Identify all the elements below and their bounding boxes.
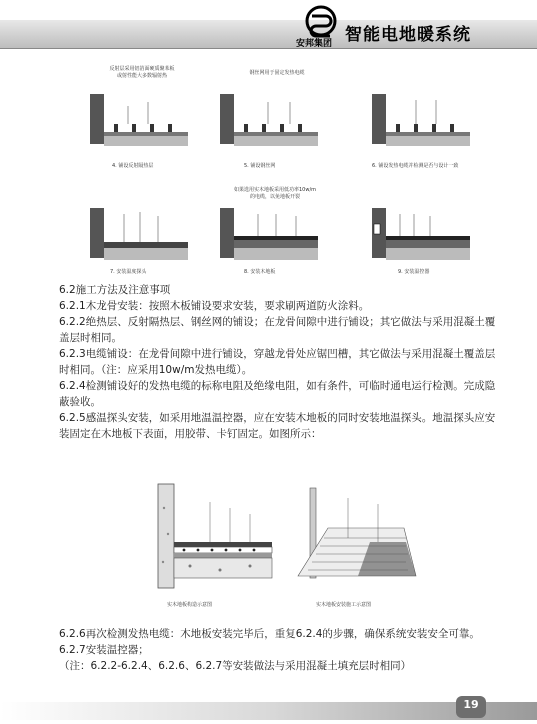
figure-caption-installation: 实木地板安装施工示意图 — [316, 602, 372, 608]
page-header — [0, 0, 537, 50]
text-line: 6.2.5感温探头安装，如采用地温温控器，应在安装木地板的同时安装地温探头。地温探头应安 — [59, 412, 496, 424]
diagram-wood-floor — [218, 206, 318, 266]
diagram-heating-cable — [370, 92, 470, 152]
diagram-temp-probe — [88, 206, 188, 266]
figure-caption-7: 7. 安装温度探头 — [110, 269, 147, 275]
page-number: 19 — [463, 698, 479, 711]
text-line: 6.2.2绝热层、反射隔热层、钢丝网的铺设；在龙骨间隙中进行铺设；其它做法与采用混凝土覆 — [59, 316, 496, 328]
text-line: 蔽验收。 — [59, 396, 101, 408]
figure-caption-6: 6. 铺设发热电缆并检测是否与设计一致 — [372, 163, 459, 169]
logo-text: 安邦集团 — [296, 39, 333, 49]
diagram-wood-floor-structure — [150, 478, 275, 593]
footer-band — [0, 688, 537, 724]
figure-caption-8: 8. 安装木地板 — [244, 269, 276, 275]
figure-note-2: 钢丝网用于固定发热电缆 — [249, 70, 305, 76]
figure-caption-5: 5. 铺设钢丝网 — [244, 163, 276, 169]
figure-note-3: 如果选用实木地板采用低功率10w/m 的电缆，以免地板开裂 — [233, 187, 316, 200]
text-line: 6.2.1木龙骨安装：按照木板铺设要求安装，要求刷两道防火涂料。 — [59, 300, 370, 312]
text-line: （注：6.2.2-6.2.4、6.2.6、6.2.7等安装做法与采用混凝土填充层时相同） — [59, 660, 412, 672]
diagram-wire-mesh — [218, 92, 318, 152]
section-heading: 6.2施工方法及注意事项 — [59, 284, 171, 296]
text-line: 时相同。（注：应采用10w/m发热电缆）。 — [59, 364, 253, 376]
figure-caption-4: 4. 铺设反射隔热层 — [112, 163, 154, 169]
figure-caption-structure: 实木地板构造示意图 — [167, 602, 213, 608]
text-line: 6.2.4检测铺设好的发热电缆的标称电阻及绝缘电阻，如有条件，可临时通电运行检测。完成隐 — [59, 380, 496, 392]
text-line: 6.2.6再次检测发热电缆：木地板安装完毕后，重复6.2.4的步骤，确保系统安装安全可靠。 — [59, 628, 480, 640]
diagram-thermostat — [370, 206, 470, 266]
text-line: 6.2.3电缆铺设：在龙骨间隙中进行铺设，穿越龙骨处应锯凹槽，其它做法与采用混凝土覆盖层 — [59, 348, 496, 360]
diagram-wood-floor-installation — [288, 478, 423, 593]
text-line: 装固定在木地板下表面，用胶带、卡钉固定。如图所示： — [59, 428, 322, 440]
figure-note-1: 反射层采用铝箔面硬质聚苯板 或射性能大多数辐射热 — [109, 66, 175, 79]
page-title: 智能电地暖系统 — [345, 25, 471, 45]
diagram-reflective-layer — [88, 92, 188, 152]
figure-caption-9: 9. 安装温控器 — [398, 269, 430, 275]
text-line: 6.2.7安装温控器； — [59, 644, 149, 656]
text-line: 盖层时相同。 — [59, 332, 122, 344]
